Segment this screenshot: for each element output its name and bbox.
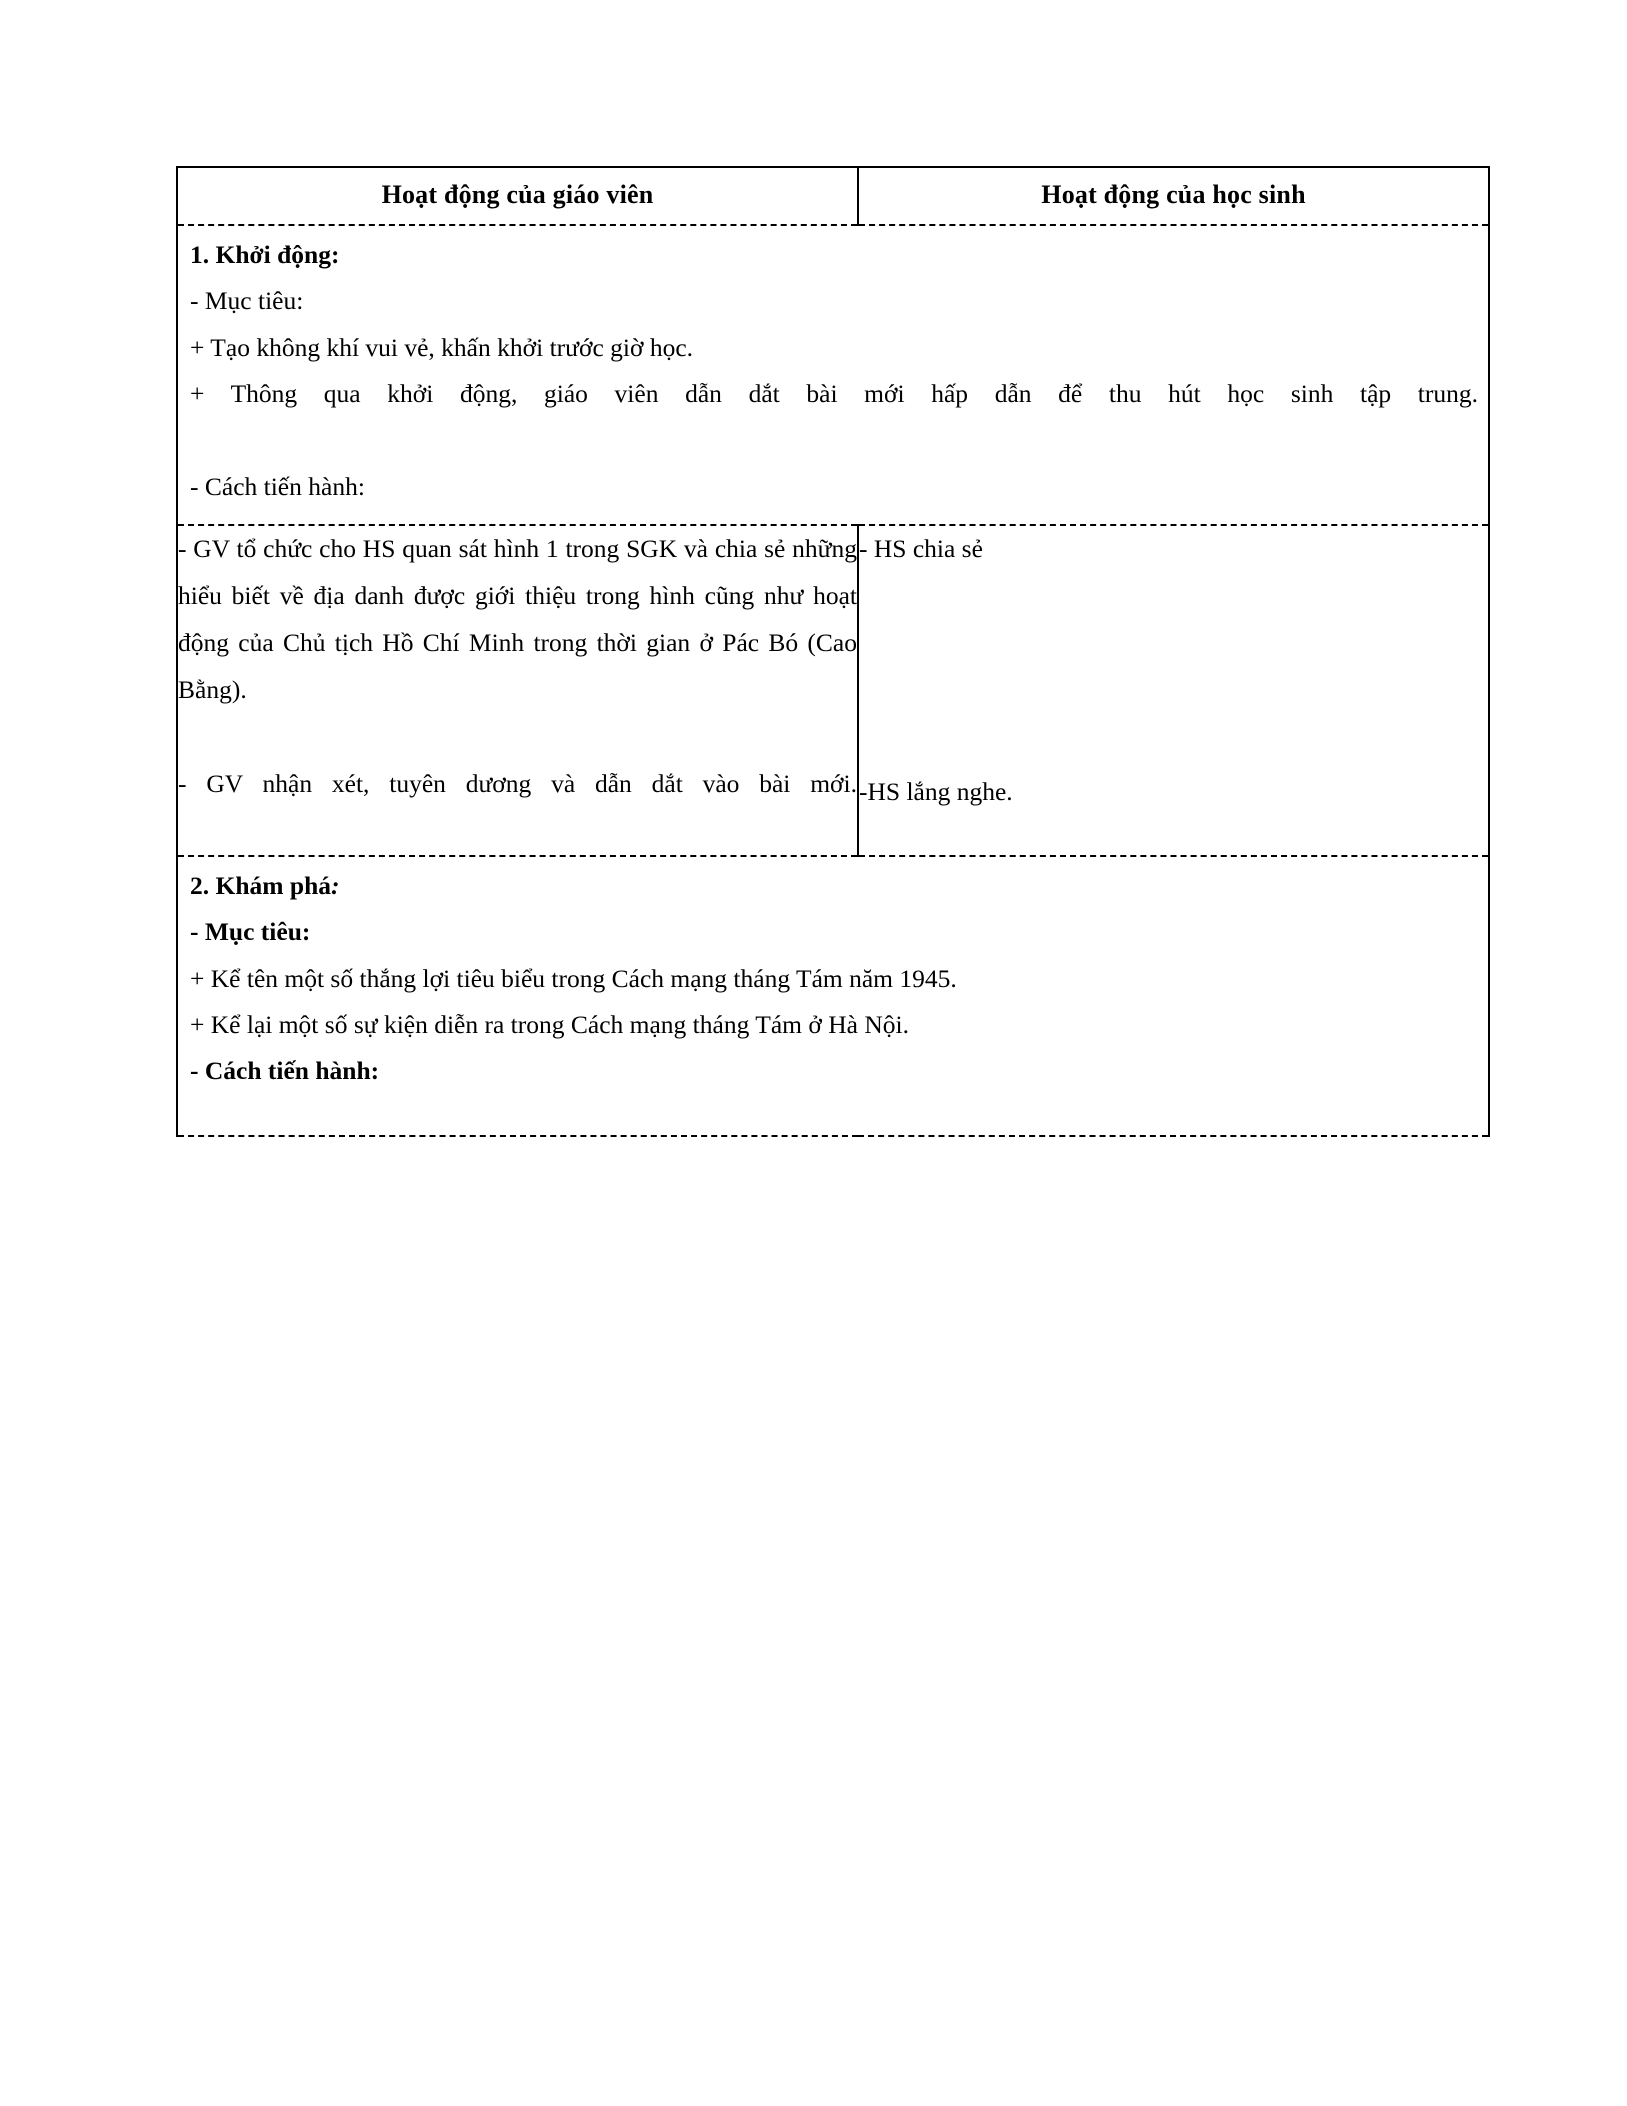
table-header-row — [177, 167, 1489, 225]
kham-pha-line-ke-ten: + Kể tên một số thắng lợi tiêu biểu trong Cách mạng tháng Tám năm 1945. — [190, 963, 957, 993]
section-cell-khoi-dong — [177, 225, 1489, 525]
student-cell-spacer — [859, 573, 1488, 769]
section-line-tao-khong-khi: + Tạo không khí vui vẻ, khấn khởi trước giờ học. — [190, 332, 694, 362]
section-line-muc-tieu: - Mục tiêu: — [190, 286, 304, 316]
lesson-plan-table — [176, 166, 1490, 1137]
table-row-khoi-dong — [177, 225, 1489, 525]
table-row-activity-split — [177, 525, 1489, 855]
teacher-activity-quan-sat-hinh: - GV tổ chức cho HS quan sát hình 1 trong SGK và chia sẻ những hiểu biết về địa danh được giới thiệu trong hình cũng như hoạt động của Chủ tịch Hồ Chí Minh trong thời gian ở Pác Bó (Cao Bằng). — [178, 534, 857, 705]
kham-pha-line-ke-lai: + Kể lại một số sự kiện diễn ra trong Cách mạng tháng Tám ở Hà Nội. — [190, 1010, 909, 1039]
section-title-kham-pha: 2. Khám phá — [190, 870, 331, 900]
kham-pha-line-muc-tieu: - Mục tiêu: — [190, 917, 311, 947]
section-title-kham-pha-wrapper — [190, 863, 1478, 909]
section-line-cach-tien-hanh: - Cách tiến hành: — [190, 472, 365, 502]
cell-student-activity — [858, 525, 1489, 855]
student-activity-chia-se: - HS chia sẻ — [859, 534, 983, 564]
section-line-thong-qua-khoi-dong: + Thông qua khởi động, giáo viên dẫn dắt bài mới hấp dẫn để thu hút học sinh tập trung. — [190, 379, 1478, 409]
column-header-teacher-activity: Hoạt động của giáo viên — [177, 167, 858, 225]
section-cell-kham-pha — [177, 856, 1489, 1136]
section-title-kham-pha-colon: : — [331, 870, 340, 900]
teacher-activity-nhan-xet: - GV nhận xét, tuyên dương và dẫn dắt vào bài mới. — [178, 768, 857, 798]
kham-pha-line-cach-tien-hanh: - Cách tiến hành: — [190, 1056, 380, 1086]
table-row-kham-pha — [177, 856, 1489, 1136]
section-title-khoi-dong: 1. Khởi động: — [190, 240, 340, 269]
section-tail-spacer — [190, 1095, 1478, 1121]
cell-teacher-activity — [177, 525, 858, 855]
student-activity-lang-nghe: -HS lắng nghe. — [859, 776, 1013, 806]
column-header-student-activity: Hoạt động của học sinh — [858, 167, 1489, 225]
